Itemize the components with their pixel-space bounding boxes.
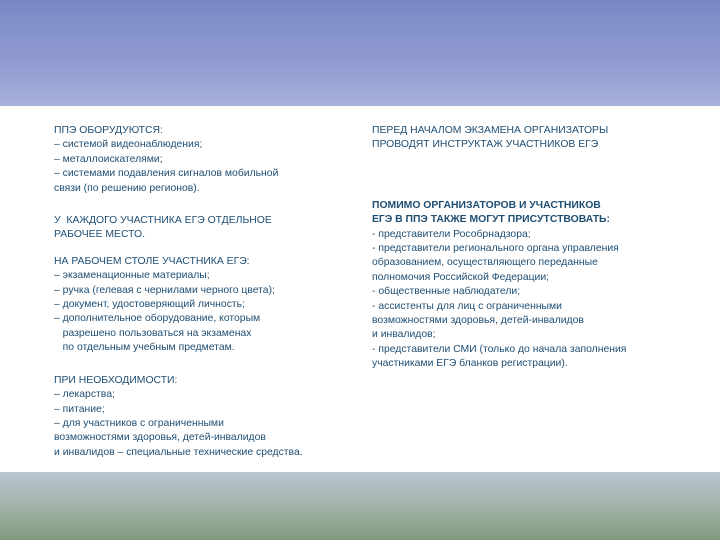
workplace-line: У КАЖДОГО УЧАСТНИКА ЕГЭ ОТДЕЛЬНОЕ bbox=[54, 215, 272, 227]
right-column bbox=[372, 124, 672, 390]
equipment-section bbox=[54, 124, 350, 196]
briefing-section bbox=[372, 124, 672, 153]
attendees-item: - ассистенты для лиц с ограниченными bbox=[372, 300, 562, 312]
necessity-section bbox=[54, 374, 350, 460]
necessity-item: – питание; bbox=[54, 403, 105, 415]
left-column bbox=[54, 124, 350, 478]
workplace-section bbox=[54, 214, 350, 243]
attendees-item: образованием, осуществляющего переданные bbox=[372, 257, 598, 269]
attendees-item: полномочия Российской Федерации; bbox=[372, 271, 550, 283]
desk-item: – документ, удостоверяющий личность; bbox=[54, 299, 245, 311]
attendees-item: - представители СМИ (только до начала заполнения bbox=[372, 343, 627, 355]
necessity-item: – для участников с ограниченными bbox=[54, 417, 224, 429]
workplace-line: РАБОЧЕЕ МЕСТО. bbox=[54, 229, 145, 241]
desk-item: по отдельным учебным предметам. bbox=[54, 342, 235, 354]
attendees-section bbox=[372, 199, 672, 372]
attendees-title: ПОМИМО ОРГАНИЗАТОРОВ И УЧАСТНИКОВ bbox=[372, 199, 601, 211]
attendees-item: - представители регионального органа управления bbox=[372, 243, 619, 255]
equipment-item: связи (по решению регионов). bbox=[54, 182, 200, 194]
necessity-item: возможностями здоровья, детей-инвалидов bbox=[54, 432, 266, 444]
footer-band bbox=[0, 472, 720, 540]
header-band bbox=[0, 0, 720, 106]
desk-item: – дополнительное оборудование, которым bbox=[54, 313, 261, 325]
briefing-line: ПЕРЕД НАЧАЛОМ ЭКЗАМЕНА ОРГАНИЗАТОРЫ bbox=[372, 125, 609, 136]
attendees-title: ЕГЭ В ППЭ ТАКЖЕ МОГУТ ПРИСУТСТВОВАТЬ: bbox=[372, 214, 610, 226]
attendees-item: - представители Рособрнадзора; bbox=[372, 228, 531, 240]
necessity-title: ПРИ НЕОБХОДИМОСТИ: bbox=[54, 374, 178, 386]
equipment-item: – системой видеонаблюдения; bbox=[54, 139, 203, 151]
desk-item: – ручка (гелевая с чернилами черного цвета); bbox=[54, 284, 275, 296]
equipment-title: ППЭ ОБОРУДУЮТСЯ: bbox=[54, 125, 163, 136]
desk-item: – экзаменационные материалы; bbox=[54, 270, 210, 282]
attendees-item: возможностями здоровья, детей-инвалидов bbox=[372, 315, 584, 327]
attendees-item: и инвалидов; bbox=[372, 329, 436, 341]
necessity-item: – лекарства; bbox=[54, 389, 115, 401]
equipment-item: – металлоискателями; bbox=[54, 153, 163, 165]
necessity-item: и инвалидов – специальные технические средства. bbox=[54, 446, 303, 458]
briefing-line: ПРОВОДЯТ ИНСТРУКТАЖ УЧАСТНИКОВ ЕГЭ bbox=[372, 139, 599, 151]
equipment-item: – системами подавления сигналов мобильной bbox=[54, 168, 279, 180]
desk-title: НА РАБОЧЕМ СТОЛЕ УЧАСТНИКА ЕГЭ: bbox=[54, 255, 250, 267]
desk-item: разрешено пользоваться на экзаменах bbox=[54, 327, 252, 339]
attendees-item: - общественные наблюдатели; bbox=[372, 286, 521, 298]
desk-section bbox=[54, 255, 350, 356]
attendees-item: участниками ЕГЭ бланков регистрации). bbox=[372, 358, 568, 370]
